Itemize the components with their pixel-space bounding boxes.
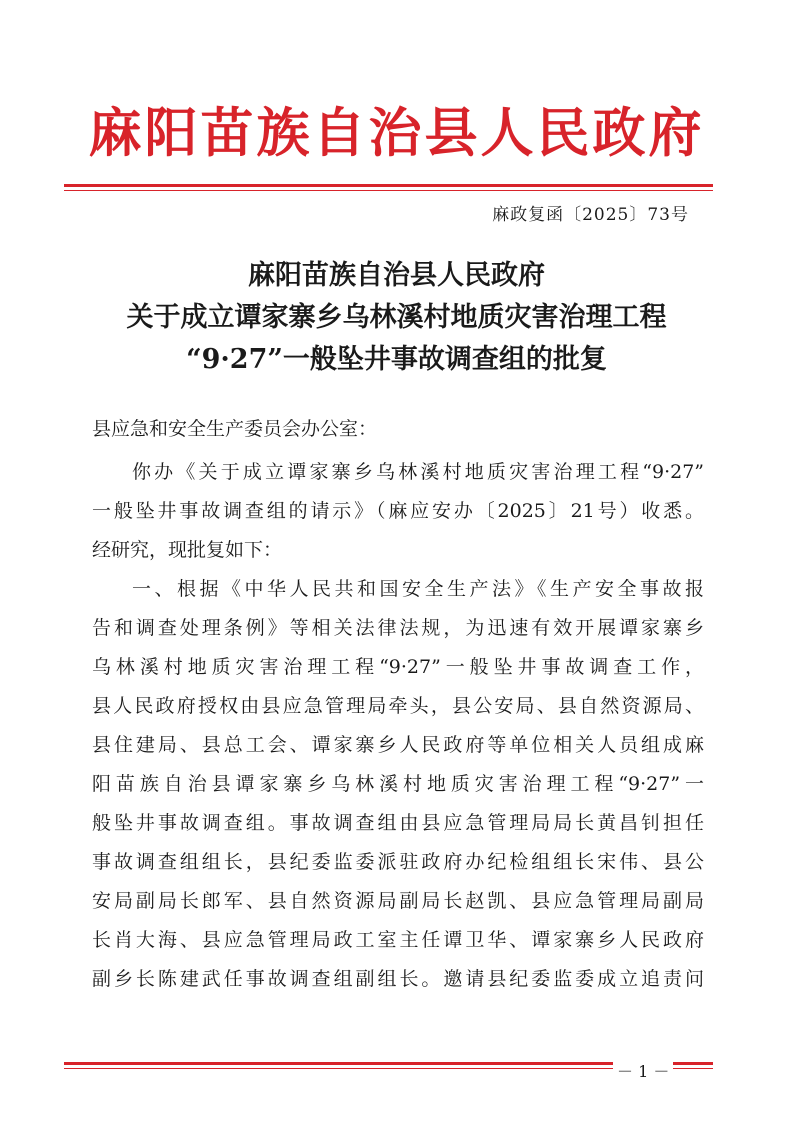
page-number: － 1 － <box>613 1059 673 1082</box>
issuing-authority-masthead: 麻阳苗族自治县人民政府 <box>88 103 705 164</box>
masthead-rule-thin <box>64 190 713 191</box>
body-line: 乌林溪村地质灾害治理工程“9·27”一般坠井事故调查工作， <box>92 656 704 678</box>
body-line: 经研究，现批复如下： <box>92 539 283 561</box>
body-line: 县住建局、县总工会、谭家寨乡人民政府等单位相关人员组成麻 <box>92 734 704 756</box>
document-title-line-3: “9·27”一般坠井事故调查组的批复 <box>186 344 607 375</box>
body-line: 事故调查组组长，县纪委监委派驻政府办纪检组组长宋伟、县公 <box>92 851 704 873</box>
body-line: 告和调查处理条例》等相关法律法规，为迅速有效开展谭家寨乡 <box>92 617 704 639</box>
document-title-line-2: 关于成立谭家寨乡乌林溪村地质灾害治理工程 <box>126 302 667 333</box>
body-line: 一、根据《中华人民共和国安全生产法》《生产安全事故报 <box>132 578 704 600</box>
document-title-line-1: 麻阳苗族自治县人民政府 <box>248 260 545 291</box>
body-line: 县人民政府授权由县应急管理局牵头，县公安局、县自然资源局、 <box>92 695 704 717</box>
body-line: 般坠井事故调查组。事故调查组由县应急管理局局长黄昌钊担任 <box>92 812 704 834</box>
body-line: 副乡长陈建武任事故调查组副组长。邀请县纪委监委成立追责问 <box>92 968 704 990</box>
document-number: 麻政复函〔2025〕73号 <box>492 205 689 225</box>
addressee: 县应急和安全生产委员会办公室： <box>92 418 378 440</box>
body-line: 阳苗族自治县谭家寨乡乌林溪村地质灾害治理工程“9·27”一 <box>92 773 704 795</box>
body-line: 安局副局长郎军、县自然资源局副局长赵凯、县应急管理局副局 <box>92 890 704 912</box>
masthead-rule-thick <box>64 184 713 187</box>
body-line: 一般坠井事故调查组的请示》（麻应安办〔2025〕21号）收悉。 <box>92 500 704 522</box>
body-line: 你办《关于成立谭家寨乡乌林溪村地质灾害治理工程“9·27” <box>132 461 704 483</box>
body-line: 长肖大海、县应急管理局政工室主任谭卫华、谭家寨乡人民政府 <box>92 929 704 951</box>
